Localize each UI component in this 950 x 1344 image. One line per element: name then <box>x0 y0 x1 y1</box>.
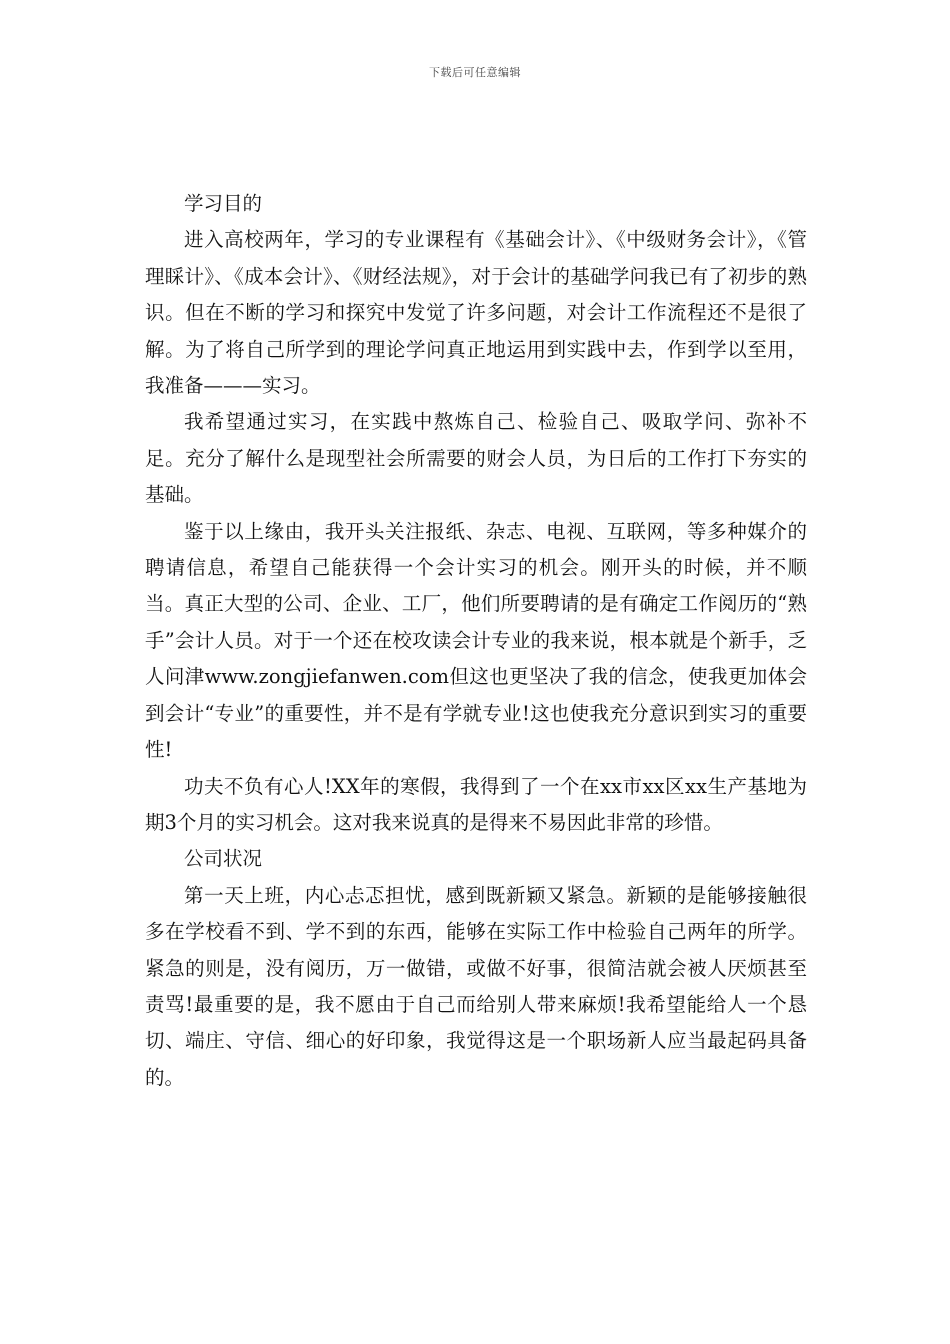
paragraph: 鉴于以上缘由，我开头关注报纸、杂志、电视、互联网，等多种媒介的聘请信息，希望自己能获得一个会计实习的机会。刚开头的时候，并不顺当。真正大型的公司、企业、工厂，他们所要聘请的是有确定工作阅历的“熟手”会计人员。对于一个还在校攻读会计专业的我来说，根本就是个新手，乏人问津www.zongjiefanwen.com但这也更坚决了我的信念，使我更加体会到会计“专业”的重要性，并不是有学就专业!这也使我充分意识到实习的重要性! <box>145 519 807 762</box>
section-heading-learning-goal: 学习目的 <box>184 192 263 215</box>
section-heading-company-status: 公司状况 <box>184 847 263 871</box>
paragraph: 我希望通过实习，在实践中熬炼自己、检验自己、吸取学问、弥补不足。充分了解什么是现型社会所需要的财会人员，为日后的工作打下夯实的基础。 <box>145 410 807 507</box>
paragraph: 进入高校两年，学习的专业课程有《基础会计》、《中级财务会计》，《管理睬计》、《成本会计》、《财经法规》，对于会计的基础学问我已有了初步的熟识。但在不断的学习和探究中发觉了许多问题，对会计工作流程还不是很了解。为了将自己所学到的理论学问真正地运用到实践中去，作到学以至用，我准备———实习。 <box>145 228 807 398</box>
paragraph: 功夫不负有心人!XX年的寒假，我得到了一个在xx市xx区xx生产基地为期3个月的实习机会。这对我来说真的是得来不易因此非常的珍惜。 <box>145 774 807 834</box>
page-header: 下载后可任意编辑 <box>429 66 521 79</box>
paragraph: 第一天上班，内心忐忑担忧，感到既新颖又紧急。新颖的是能够接触很多在学校看不到、学不到的东西，能够在实际工作中检验自己两年的所学。紧急的则是，没有阅历，万一做错，或做不好事，很简洁就会被人厌烦甚至责骂!最重要的是，我不愿由于自己而给别人带来麻烦!我希望能给人一个恳切、端庄、守信、细心的好印象，我觉得这是一个职场新人应当最起码具备的。 <box>145 883 807 1089</box>
document-body <box>145 186 807 1096</box>
